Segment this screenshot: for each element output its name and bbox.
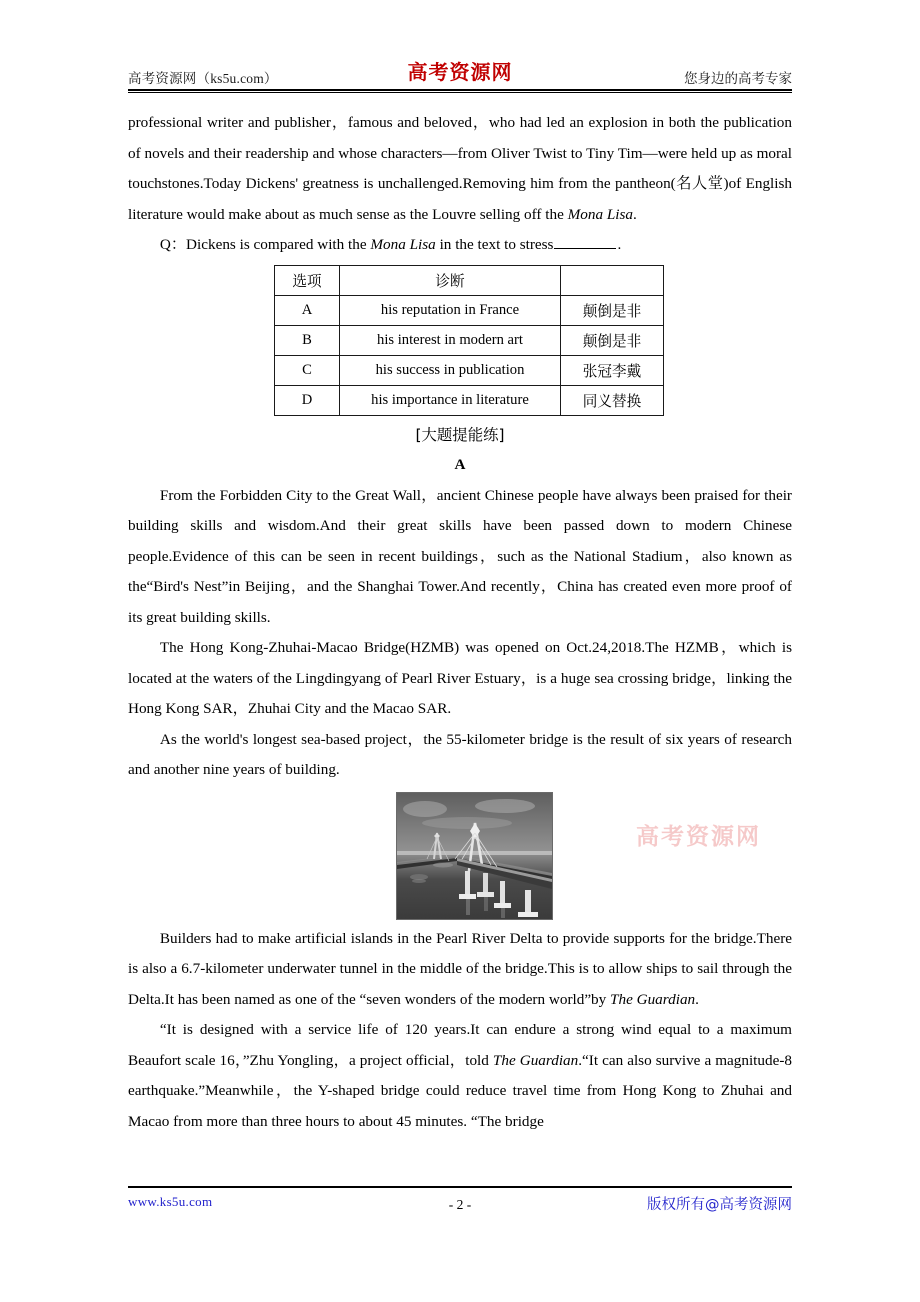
table-row (275, 295, 664, 325)
page-header (128, 56, 792, 96)
passage-paragraph-5-text-a: “It is designed with a service life of 120 years.It can endure a strong wind equal to a maximum Beaufort scale 16，”Zhu Yongling，a project official，told (128, 1021, 792, 1069)
figure-block (128, 792, 792, 924)
passage-paragraph-4 (128, 924, 792, 1016)
header-site-name: 高考资源网（ks5u.com） (128, 71, 278, 86)
footer-row (128, 1192, 792, 1216)
header-row (128, 56, 792, 88)
passage-paragraph-3: As the world's longest sea-based project，the 55-kilometer bridge is the result of six years of research and another nine years of building. (128, 730, 792, 778)
header-tagline: 您身边的高考专家 (684, 71, 792, 87)
diagnosis-table-wrapper (128, 265, 792, 416)
header-divider-thick (128, 89, 792, 91)
passage-paragraph-4-text-b: . (695, 990, 699, 1008)
table-cell-tag: 同义替换 (561, 385, 664, 415)
table-cell-tag: 颠倒是非 (561, 325, 664, 355)
passage-paragraph-4-text-a: Builders had to make artificial islands in the Pearl River Delta to provide supports for the bridge.There is also a 6.7-kilometer underwater tunnel in the middle of the bridge.This is to allow ships to sail through the Delta.It has been named as one of the “seven wonders of the modern world”by (128, 929, 792, 1008)
table-cell-tag: 颠倒是非 (561, 295, 664, 325)
mona-lisa-title-1: Mona Lisa (567, 205, 634, 223)
footer-copyright: 版权所有@高考资源网 (647, 1197, 792, 1213)
paragraph-dickens (128, 108, 792, 230)
paragraph-dickens-text-a: professional writer and publisher，famous and beloved，who had led an explosion in both the publication of novels and their readership and whose characters—from Oliver Twist to Tiny Tim—were held up as moral touchstones.Today Dickens' greatness is unchallenged.Removing him from the pantheon(名人堂)of English literature would make about as much sense as the Louvre selling off the (128, 114, 792, 223)
table-cell-option: A (275, 295, 340, 325)
table-cell-diagnosis: his importance in literature (340, 385, 561, 415)
table-header-row (275, 265, 664, 295)
header-logo: 高考资源网 (407, 60, 513, 84)
bridge-photo (396, 792, 553, 920)
page-number: - 2 - (448, 1197, 472, 1212)
table-cell-tag: 张冠李戴 (561, 355, 664, 385)
passage-paragraph-5 (128, 1015, 792, 1137)
paragraph-dickens-text-b: . (633, 205, 637, 223)
guardian-title-1: The Guardian (610, 990, 696, 1008)
passage-paragraph-2: The Hong Kong-Zhuhai-Macao Bridge(HZMB) was opened on Oct.24,2018.The HZMB，which is located at the waters of the Lingdingyang of Pearl River Estuary，is a huge sea crossing bridge，linking the Hong Kong SAR，Zhuhai City and the Macao SAR. (128, 639, 792, 717)
watermark-text: 高考资源网 (636, 823, 761, 850)
question-line (128, 230, 792, 261)
table-cell-diagnosis: his success in publication (340, 355, 561, 385)
table-header-option: 选项 (275, 265, 340, 295)
header-divider-thin (128, 92, 792, 93)
table-row (275, 355, 664, 385)
answer-blank[interactable] (554, 234, 616, 249)
table-row (275, 385, 664, 415)
table-row (275, 325, 664, 355)
table-cell-option: C (275, 355, 340, 385)
question-prefix: Q：Dickens is compared with the (159, 236, 371, 253)
passage-paragraph-1: From the Forbidden City to the Great Wall，ancient Chinese people have always been praised for their building skills and wisdom.And their great skills have been passed down to modern Chinese people.Evidence of this can be seen in recent buildings，such as the National Stadium，also known as the“Bird's Nest”in Beijing，and the Shanghai Tower.And recently，China has created even more proof of its great building skills. (128, 486, 792, 626)
section-letter: A (454, 455, 466, 473)
table-cell-diagnosis: his interest in modern art (340, 325, 561, 355)
question-suffix: in the text to stress (435, 236, 554, 253)
diagnosis-table (274, 265, 664, 416)
passage-paragraph-5-text-b: .“It can also survive a magnitude-8 earthquake.”Meanwhile，the Y-shaped bridge could reduce travel time from Hong Kong to Zhuhai and Macao from more than three hours to about 45 minutes. “The bridge (128, 1051, 792, 1130)
question-end: . (617, 236, 622, 253)
document-body (128, 108, 792, 1137)
footer-divider (128, 1186, 792, 1188)
table-cell-option: D (275, 385, 340, 415)
table-header-diagnosis: 诊断 (340, 265, 561, 295)
section-title: [大题提能练] (415, 425, 505, 444)
table-cell-option: B (275, 325, 340, 355)
footer-url-link[interactable]: www.ks5u.com (128, 1194, 213, 1209)
table-cell-diagnosis: his reputation in France (340, 295, 561, 325)
guardian-title-2: The Guardian (492, 1051, 579, 1069)
table-header-blank (561, 265, 664, 295)
bridge-photo-graphic (397, 793, 552, 919)
mona-lisa-title-2: Mona Lisa (370, 236, 436, 253)
